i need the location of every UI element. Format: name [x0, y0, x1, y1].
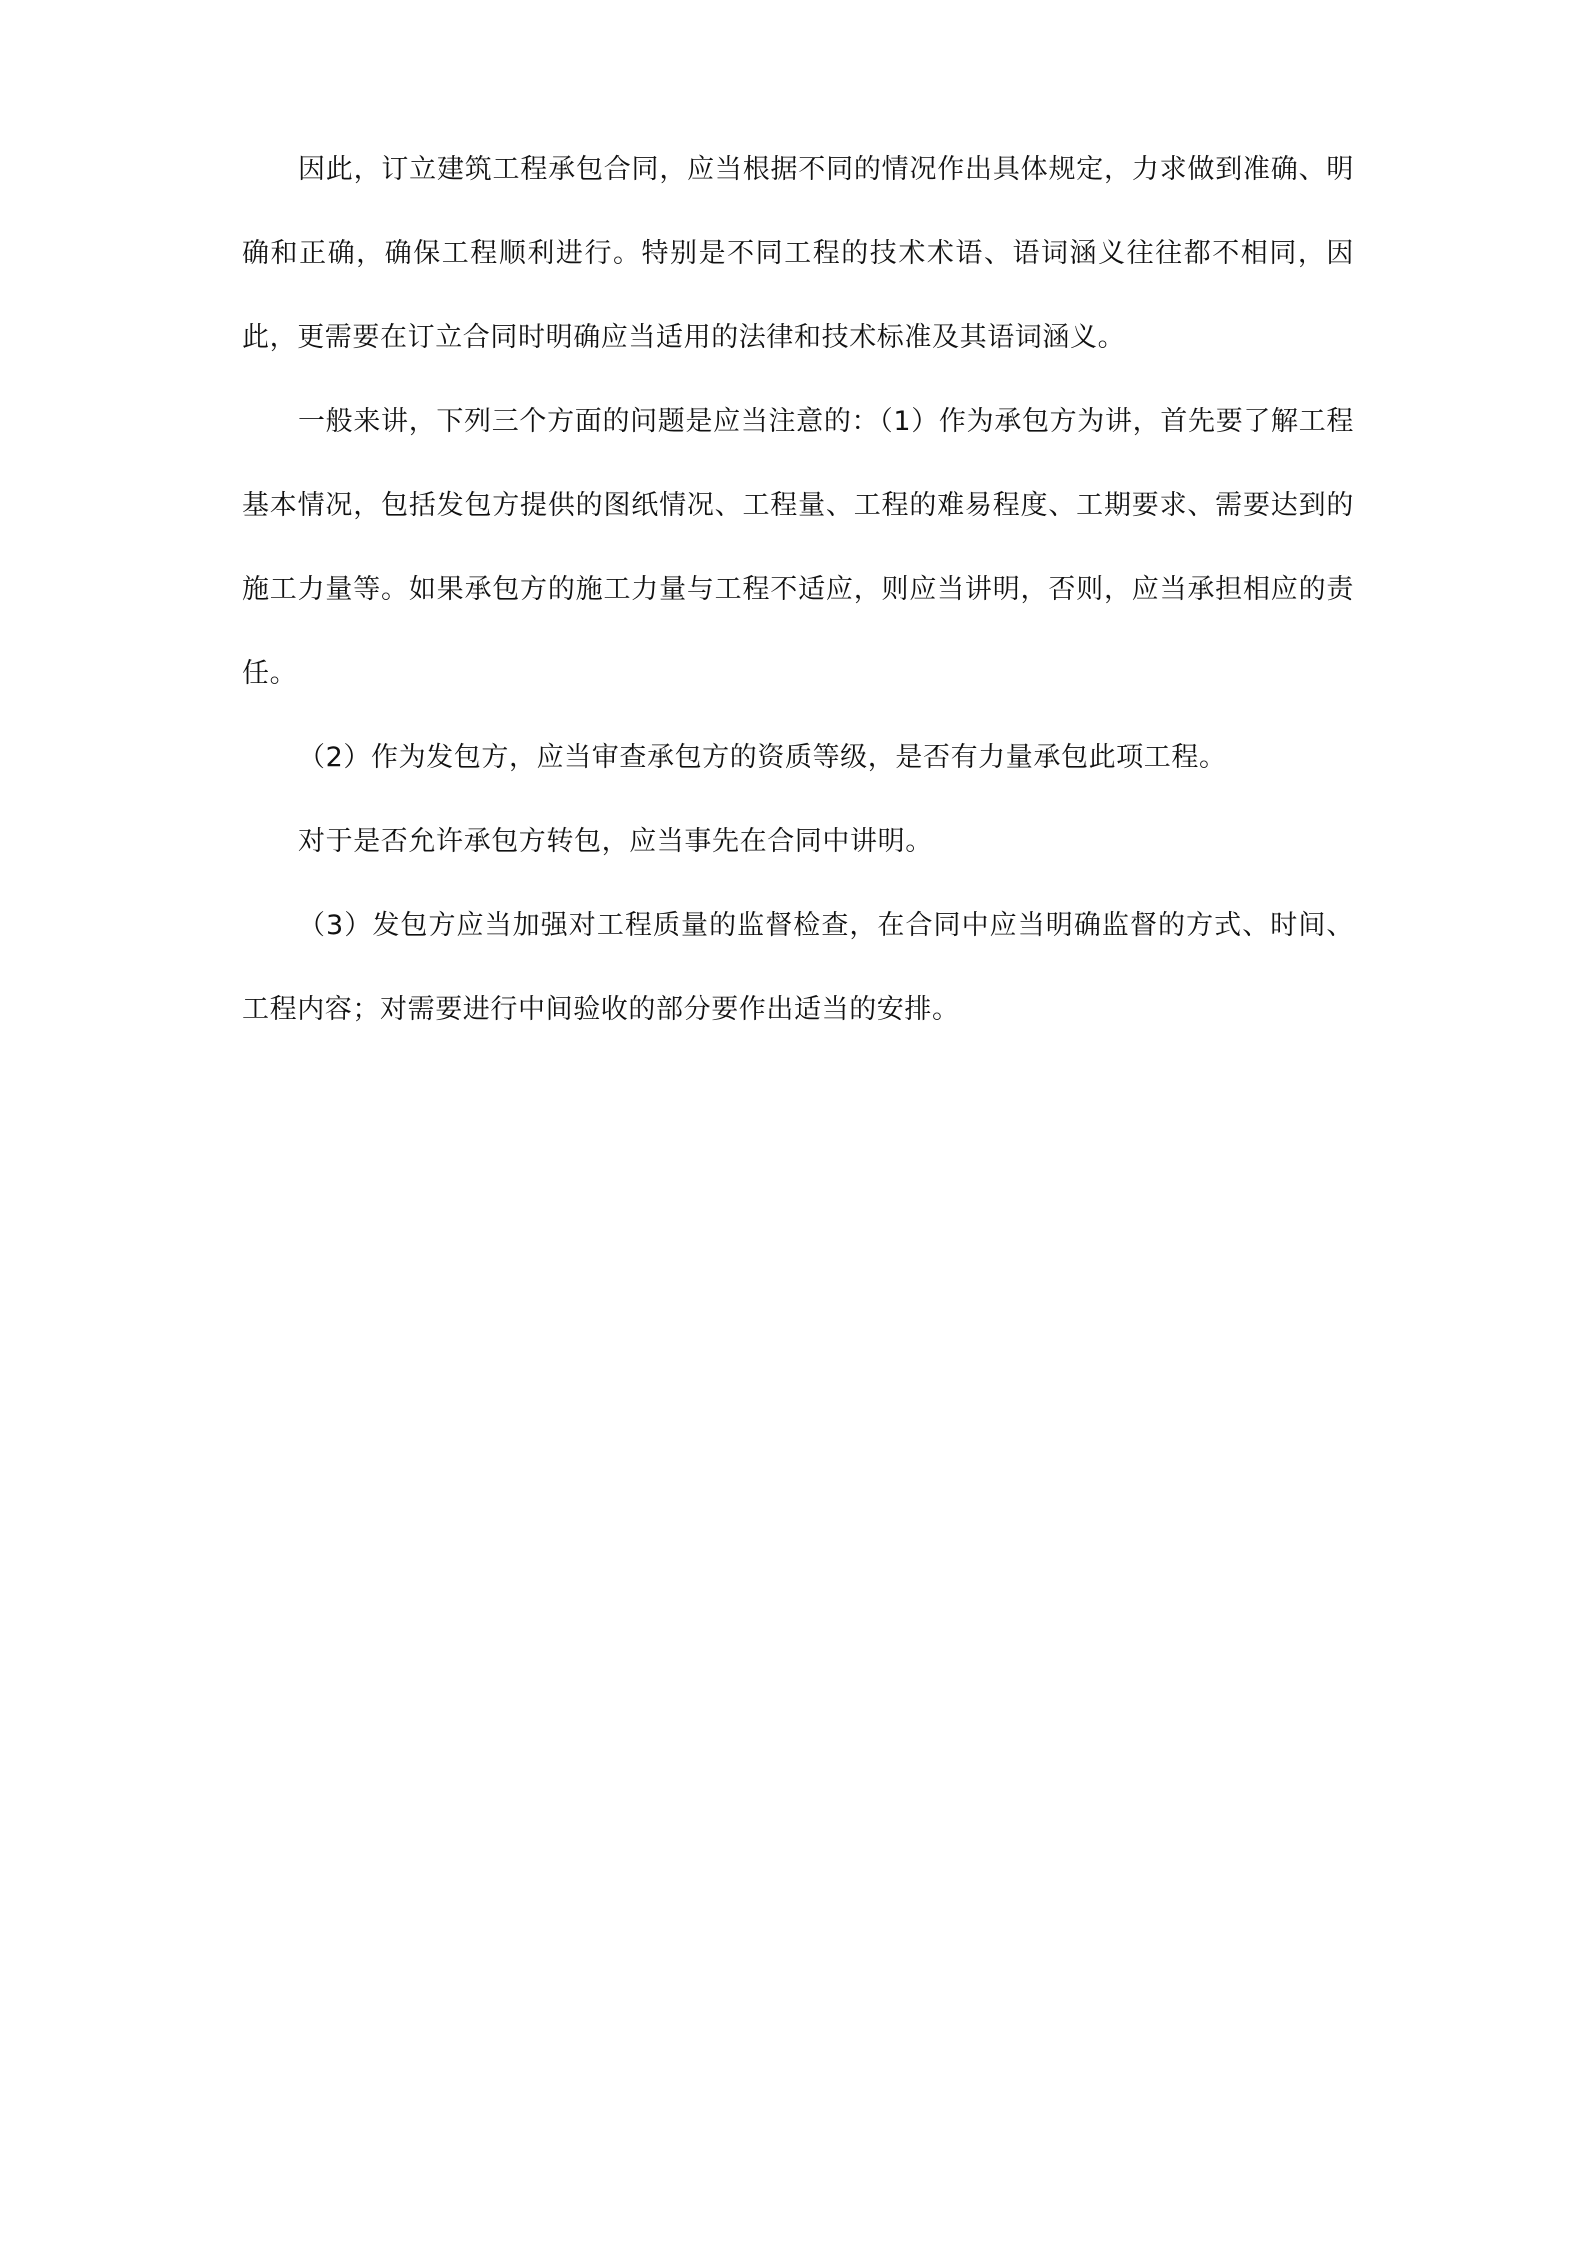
paragraph-3: （2）作为发包方，应当审查承包方的资质等级，是否有力量承包此项工程。 — [298, 742, 1227, 773]
paragraph-4: 对于是否允许承包方转包，应当事先在合同中讲明。 — [298, 826, 933, 857]
paragraph-5: （3）发包方应当加强对工程质量的监督检查，在合同中应当明确监督的方式、时间、工程内容；对需要进行中间验收的部分要作出适当的安排。 — [242, 910, 1354, 1025]
document-body — [242, 128, 1354, 1052]
paragraph-1: 因此，订立建筑工程承包合同，应当根据不同的情况作出具体规定，力求做到准确、明确和正确，确保工程顺利进行。特别是不同工程的技术术语、语词涵义往往都不相同，因此，更需要在订立合同时明确应当适用的法律和技术标准及其语词涵义。 — [242, 154, 1354, 353]
paragraph-2: 一般来讲，下列三个方面的问题是应当注意的：（1）作为承包方为讲，首先要了解工程基本情况，包括发包方提供的图纸情况、工程量、工程的难易程度、工期要求、需要达到的施工力量等。如果承包方的施工力量与工程不适应，则应当讲明，否则，应当承担相应的责任。 — [242, 406, 1354, 689]
